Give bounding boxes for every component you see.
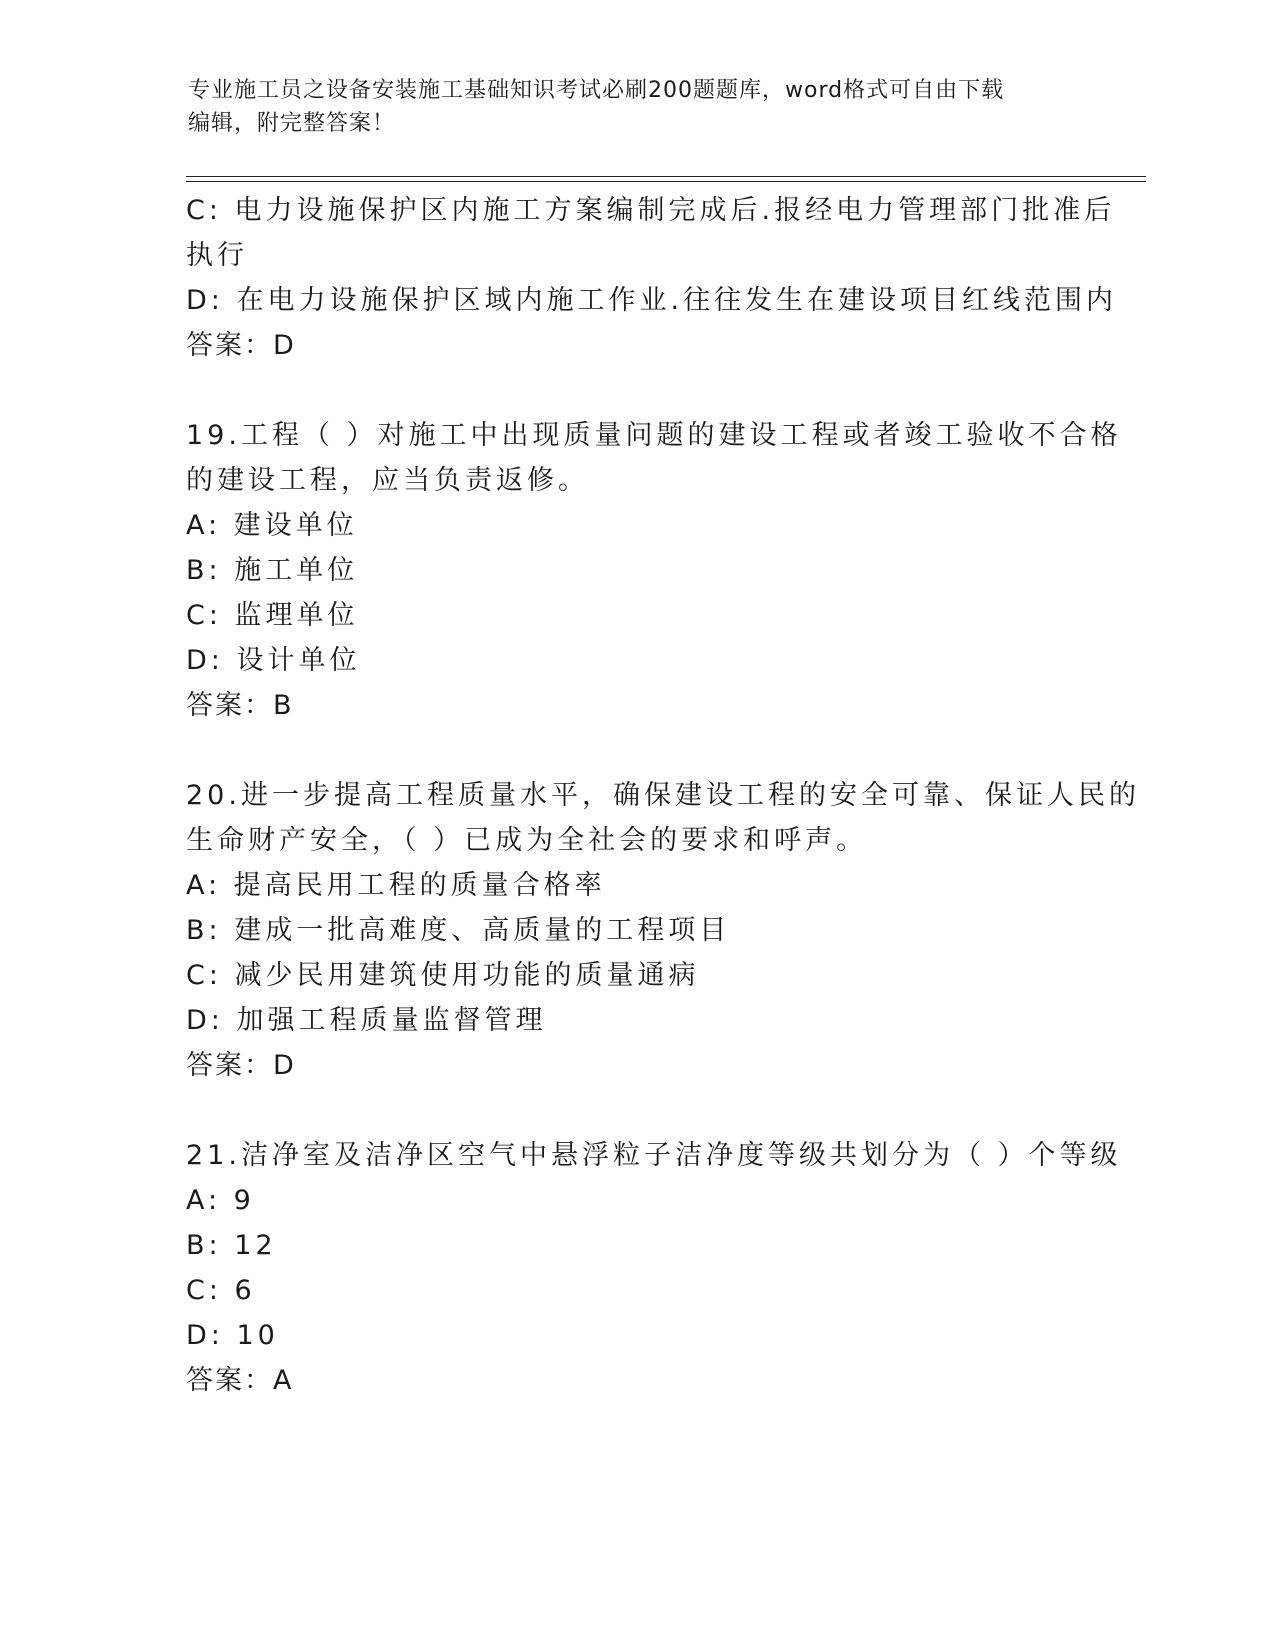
question-spacer <box>186 368 1086 413</box>
document-header <box>188 74 1068 140</box>
question-content <box>186 188 1140 1403</box>
question-stem-line-1: 21.洁净室及洁净区空气中悬浮粒子洁净度等级共划分为（ ）个等级 <box>186 1140 1122 1171</box>
option-c: C: 监理单位 <box>186 600 359 631</box>
question-18-continuation <box>186 188 1118 368</box>
option-b: B: 施工单位 <box>186 555 359 586</box>
question-stem-line-1: 20.进一步提高工程质量水平，确保建设工程的安全可靠、保证人民的 <box>186 780 1140 811</box>
header-divider-bottom <box>186 181 1146 182</box>
option-a: A: 9 <box>186 1185 255 1216</box>
option-a: A: 提高民用工程的质量合格率 <box>186 870 606 901</box>
question-stem-line-1: 19.工程（ ）对施工中出现质量问题的建设工程或者竣工验收不合格 <box>186 420 1122 451</box>
option-d: D: 10 <box>186 1320 279 1351</box>
option-c: C: 减少民用建筑使用功能的质量通病 <box>186 960 700 991</box>
question-21 <box>186 1133 1122 1403</box>
option-c: C: 6 <box>186 1275 256 1306</box>
option-d: D: 在电力设施保护区域内施工作业.往往发生在建设项目红线范围内 <box>186 285 1118 316</box>
question-spacer <box>186 728 1086 773</box>
option-b: B: 建成一批高难度、高质量的工程项目 <box>186 915 731 946</box>
option-c-line-2: 执行 <box>186 240 248 271</box>
option-a: A: 建设单位 <box>186 510 358 541</box>
option-b: B: 12 <box>186 1230 277 1261</box>
question-spacer <box>186 1088 1086 1133</box>
question-20 <box>186 773 1140 1088</box>
option-c-line-1: C: 电力设施保护区内施工方案编制完成后.报经电力管理部门批准后 <box>186 195 1116 226</box>
question-stem-line-2: 的建设工程，应当负责返修。 <box>186 465 589 496</box>
header-divider-top <box>186 176 1146 177</box>
answer-text: 答案：D <box>186 330 296 361</box>
option-d: D: 加强工程质量监督管理 <box>186 1005 547 1036</box>
question-stem-line-2: 生命财产安全，（ ）已成为全社会的要求和呼声。 <box>186 825 868 856</box>
header-title-line-2: 编辑，附完整答案！ <box>188 111 396 136</box>
answer-text: 答案：B <box>186 690 294 721</box>
header-title-line-1: 专业施工员之设备安装施工基础知识考试必刷200题题库，word格式可自由下载 <box>188 78 1005 103</box>
question-19 <box>186 413 1122 728</box>
answer-text: 答案：A <box>186 1365 294 1396</box>
option-d: D: 设计单位 <box>186 645 361 676</box>
answer-text: 答案：D <box>186 1050 296 1081</box>
